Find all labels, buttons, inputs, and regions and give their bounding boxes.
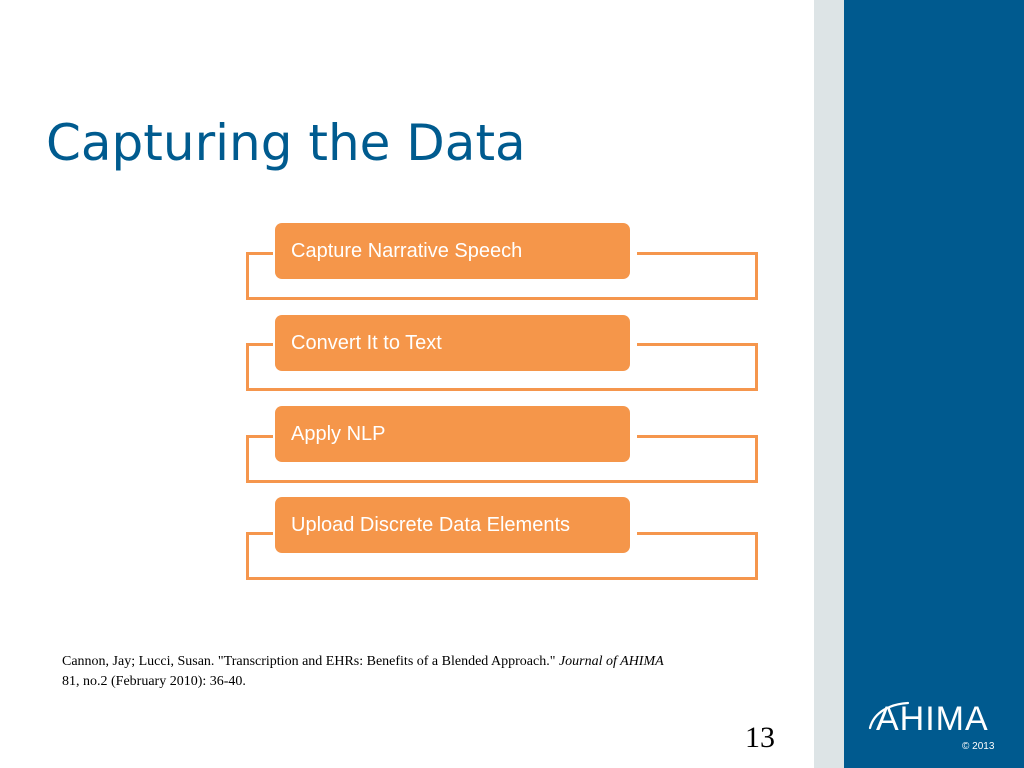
page-number: 13 bbox=[745, 721, 775, 754]
side-stripe-gray bbox=[814, 0, 844, 768]
process-step-convert-to-text: Convert It to Text bbox=[275, 315, 630, 371]
copyright: © 2013 bbox=[962, 741, 995, 752]
ahima-logo bbox=[868, 694, 1008, 738]
ahima-logo-text: AHIMA bbox=[876, 700, 989, 738]
process-step-apply-nlp: Apply NLP bbox=[275, 406, 630, 462]
citation bbox=[62, 652, 682, 692]
citation-details: 81, no.2 (February 2010): 36-40. bbox=[62, 674, 246, 689]
citation-text: Cannon, Jay; Lucci, Susan. "Transcription and EHRs: Benefits of a Blended Approach." bbox=[62, 654, 559, 669]
side-panel-blue bbox=[844, 0, 1024, 768]
process-step-upload-discrete-data: Upload Discrete Data Elements bbox=[275, 497, 630, 553]
process-step-capture-narrative-speech: Capture Narrative Speech bbox=[275, 223, 630, 279]
citation-journal: Journal of AHIMA bbox=[558, 654, 664, 669]
slide-title: Capturing the Data bbox=[46, 114, 526, 172]
